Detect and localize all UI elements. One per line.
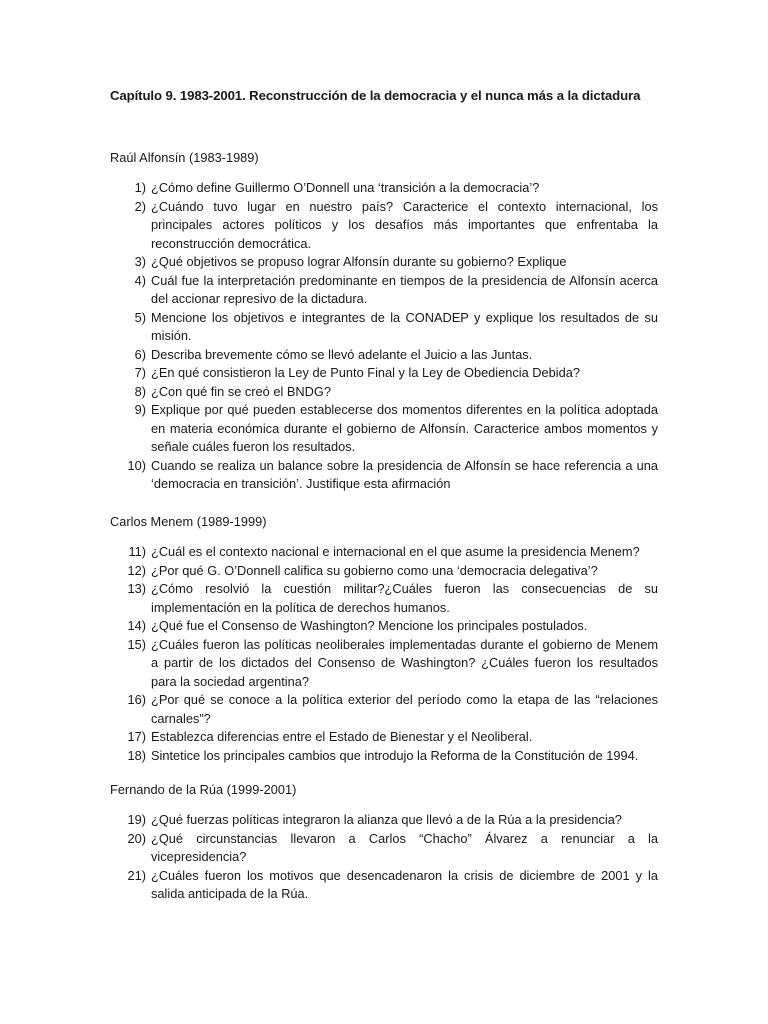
question-item — [110, 346, 658, 365]
question-item — [110, 198, 658, 254]
question-item — [110, 811, 658, 830]
section-heading-menem: Carlos Menem (1989-1999) — [110, 514, 267, 529]
question-item — [110, 580, 658, 617]
question-item — [110, 867, 658, 904]
question-number: 7) — [134, 365, 146, 380]
question-text: Cuando se realiza un balance sobre la presidencia de Alfonsín se hace referencia a una ‘democracia en transición’. Justifique esta afirmación — [151, 457, 658, 491]
question-item — [110, 383, 658, 402]
question-text: ¿Qué fue el Consenso de Washington? Mencione los principales postulados. — [151, 618, 588, 633]
question-number: 21) — [127, 867, 146, 883]
question-number: 9) — [134, 402, 146, 417]
question-text: ¿Por qué se conoce a la política exterior del período como la etapa de las “relaciones carnales”? — [151, 692, 658, 726]
question-text: Explique por qué pueden establecerse dos momentos diferentes en la política adoptada en materia económica durante el gobierno de Alfonsín. Caracterice ambos momentos y señale cuáles fueron los resultados. — [151, 402, 658, 454]
question-item — [110, 364, 658, 383]
question-text: ¿Cuál es el contexto nacional e internacional en el que asume la presidencia Menem? — [151, 544, 640, 559]
question-number: 17) — [127, 729, 146, 744]
question-number: 2) — [134, 198, 146, 214]
question-item — [110, 309, 658, 346]
question-text: ¿Cuándo tuvo lugar en nuestro país? Caracterice el contexto internacional, los principales actores políticos y los desafíos más importantes que enfrentaba la reconstrucción democrática. — [151, 198, 658, 251]
question-text: ¿Qué circunstancias llevaron a Carlos “Chacho” Álvarez a renunciar a la vicepresidencia? — [151, 830, 658, 864]
question-number: 8) — [134, 383, 146, 399]
question-text: ¿En qué consistieron la Ley de Punto Final y la Ley de Obediencia Debida? — [151, 365, 580, 380]
question-text: Describa brevemente cómo se llevó adelante el Juicio a las Juntas. — [151, 346, 533, 362]
question-item — [110, 272, 658, 309]
question-number: 12) — [127, 562, 146, 578]
question-text: Mencione los objetivos e integrantes de la CONADEP y explique los resultados de su misión. — [151, 309, 658, 343]
section-heading-de-la-rua: Fernando de la Rúa (1999-2001) — [110, 782, 297, 797]
question-number: 11) — [128, 544, 146, 559]
question-text: Cuál fue la interpretación predominante en tiempos de la presidencia de Alfonsín acerca del accionar represivo de la dictadura. — [151, 272, 658, 306]
question-text: ¿Con qué fin se creó el BNDG? — [151, 383, 331, 399]
question-number: 4) — [134, 272, 146, 288]
question-number: 1) — [134, 180, 146, 195]
question-number: 6) — [134, 346, 146, 362]
question-text: ¿Por qué G. O’Donnell califica su gobierno como una ‘democracia delegativa’? — [151, 562, 598, 578]
question-number: 10) — [127, 457, 146, 473]
question-text: Sintetice los principales cambios que introdujo la Reforma de la Constitución de 1994. — [151, 747, 639, 763]
section-heading-alfonsin: Raúl Alfonsín (1983-1989) — [110, 150, 259, 165]
question-item — [110, 728, 658, 747]
question-item — [110, 253, 658, 272]
question-list-alfonsin — [110, 179, 658, 494]
question-number: 3) — [134, 254, 146, 269]
question-number: 16) — [127, 692, 146, 707]
page-title: Capítulo 9. 1983-2001. Reconstrucción de la democracia y el nunca más a la dictadura — [110, 88, 641, 103]
question-text: ¿Cuáles fueron las políticas neoliberales implementadas durante el gobierno de Menem a partir de los dictados del Consenso de Washington? ¿Cuáles fueron los resultados para la sociedad argentina? — [151, 636, 658, 689]
question-text: ¿Cómo define Guillermo O’Donnell una ‘transición a la democracia’? — [151, 180, 540, 195]
question-text: ¿Qué objetivos se propuso lograr Alfonsín durante su gobierno? Explique — [151, 254, 567, 269]
question-item — [110, 562, 658, 581]
question-number: 19) — [127, 812, 146, 827]
question-item — [110, 691, 658, 728]
question-text: ¿Cómo resolvió la cuestión militar?¿Cuáles fueron las consecuencias de su implementación en la política de derechos humanos. — [151, 581, 658, 615]
question-list-menem — [110, 543, 658, 765]
question-item — [110, 747, 658, 766]
question-text: ¿Qué fuerzas políticas integraron la alianza que llevó a de la Rúa a la presidencia? — [151, 812, 622, 827]
question-number: 18) — [127, 747, 146, 763]
question-number: 20) — [127, 830, 146, 846]
question-number: 13) — [127, 581, 146, 596]
question-item — [110, 457, 658, 494]
question-number: 14) — [127, 618, 146, 633]
question-item — [110, 543, 658, 562]
question-number: 5) — [134, 309, 146, 325]
question-item — [110, 830, 658, 867]
question-item — [110, 617, 658, 636]
question-text: Establezca diferencias entre el Estado de Bienestar y el Neoliberal. — [151, 729, 533, 744]
question-text: ¿Cuáles fueron los motivos que desencadenaron la crisis de diciembre de 2001 y la salida anticipada de la Rúa. — [151, 867, 658, 901]
question-list-de-la-rua — [110, 811, 658, 904]
question-item — [110, 636, 658, 692]
question-number: 15) — [127, 636, 146, 652]
question-item — [110, 179, 658, 198]
question-item — [110, 401, 658, 457]
